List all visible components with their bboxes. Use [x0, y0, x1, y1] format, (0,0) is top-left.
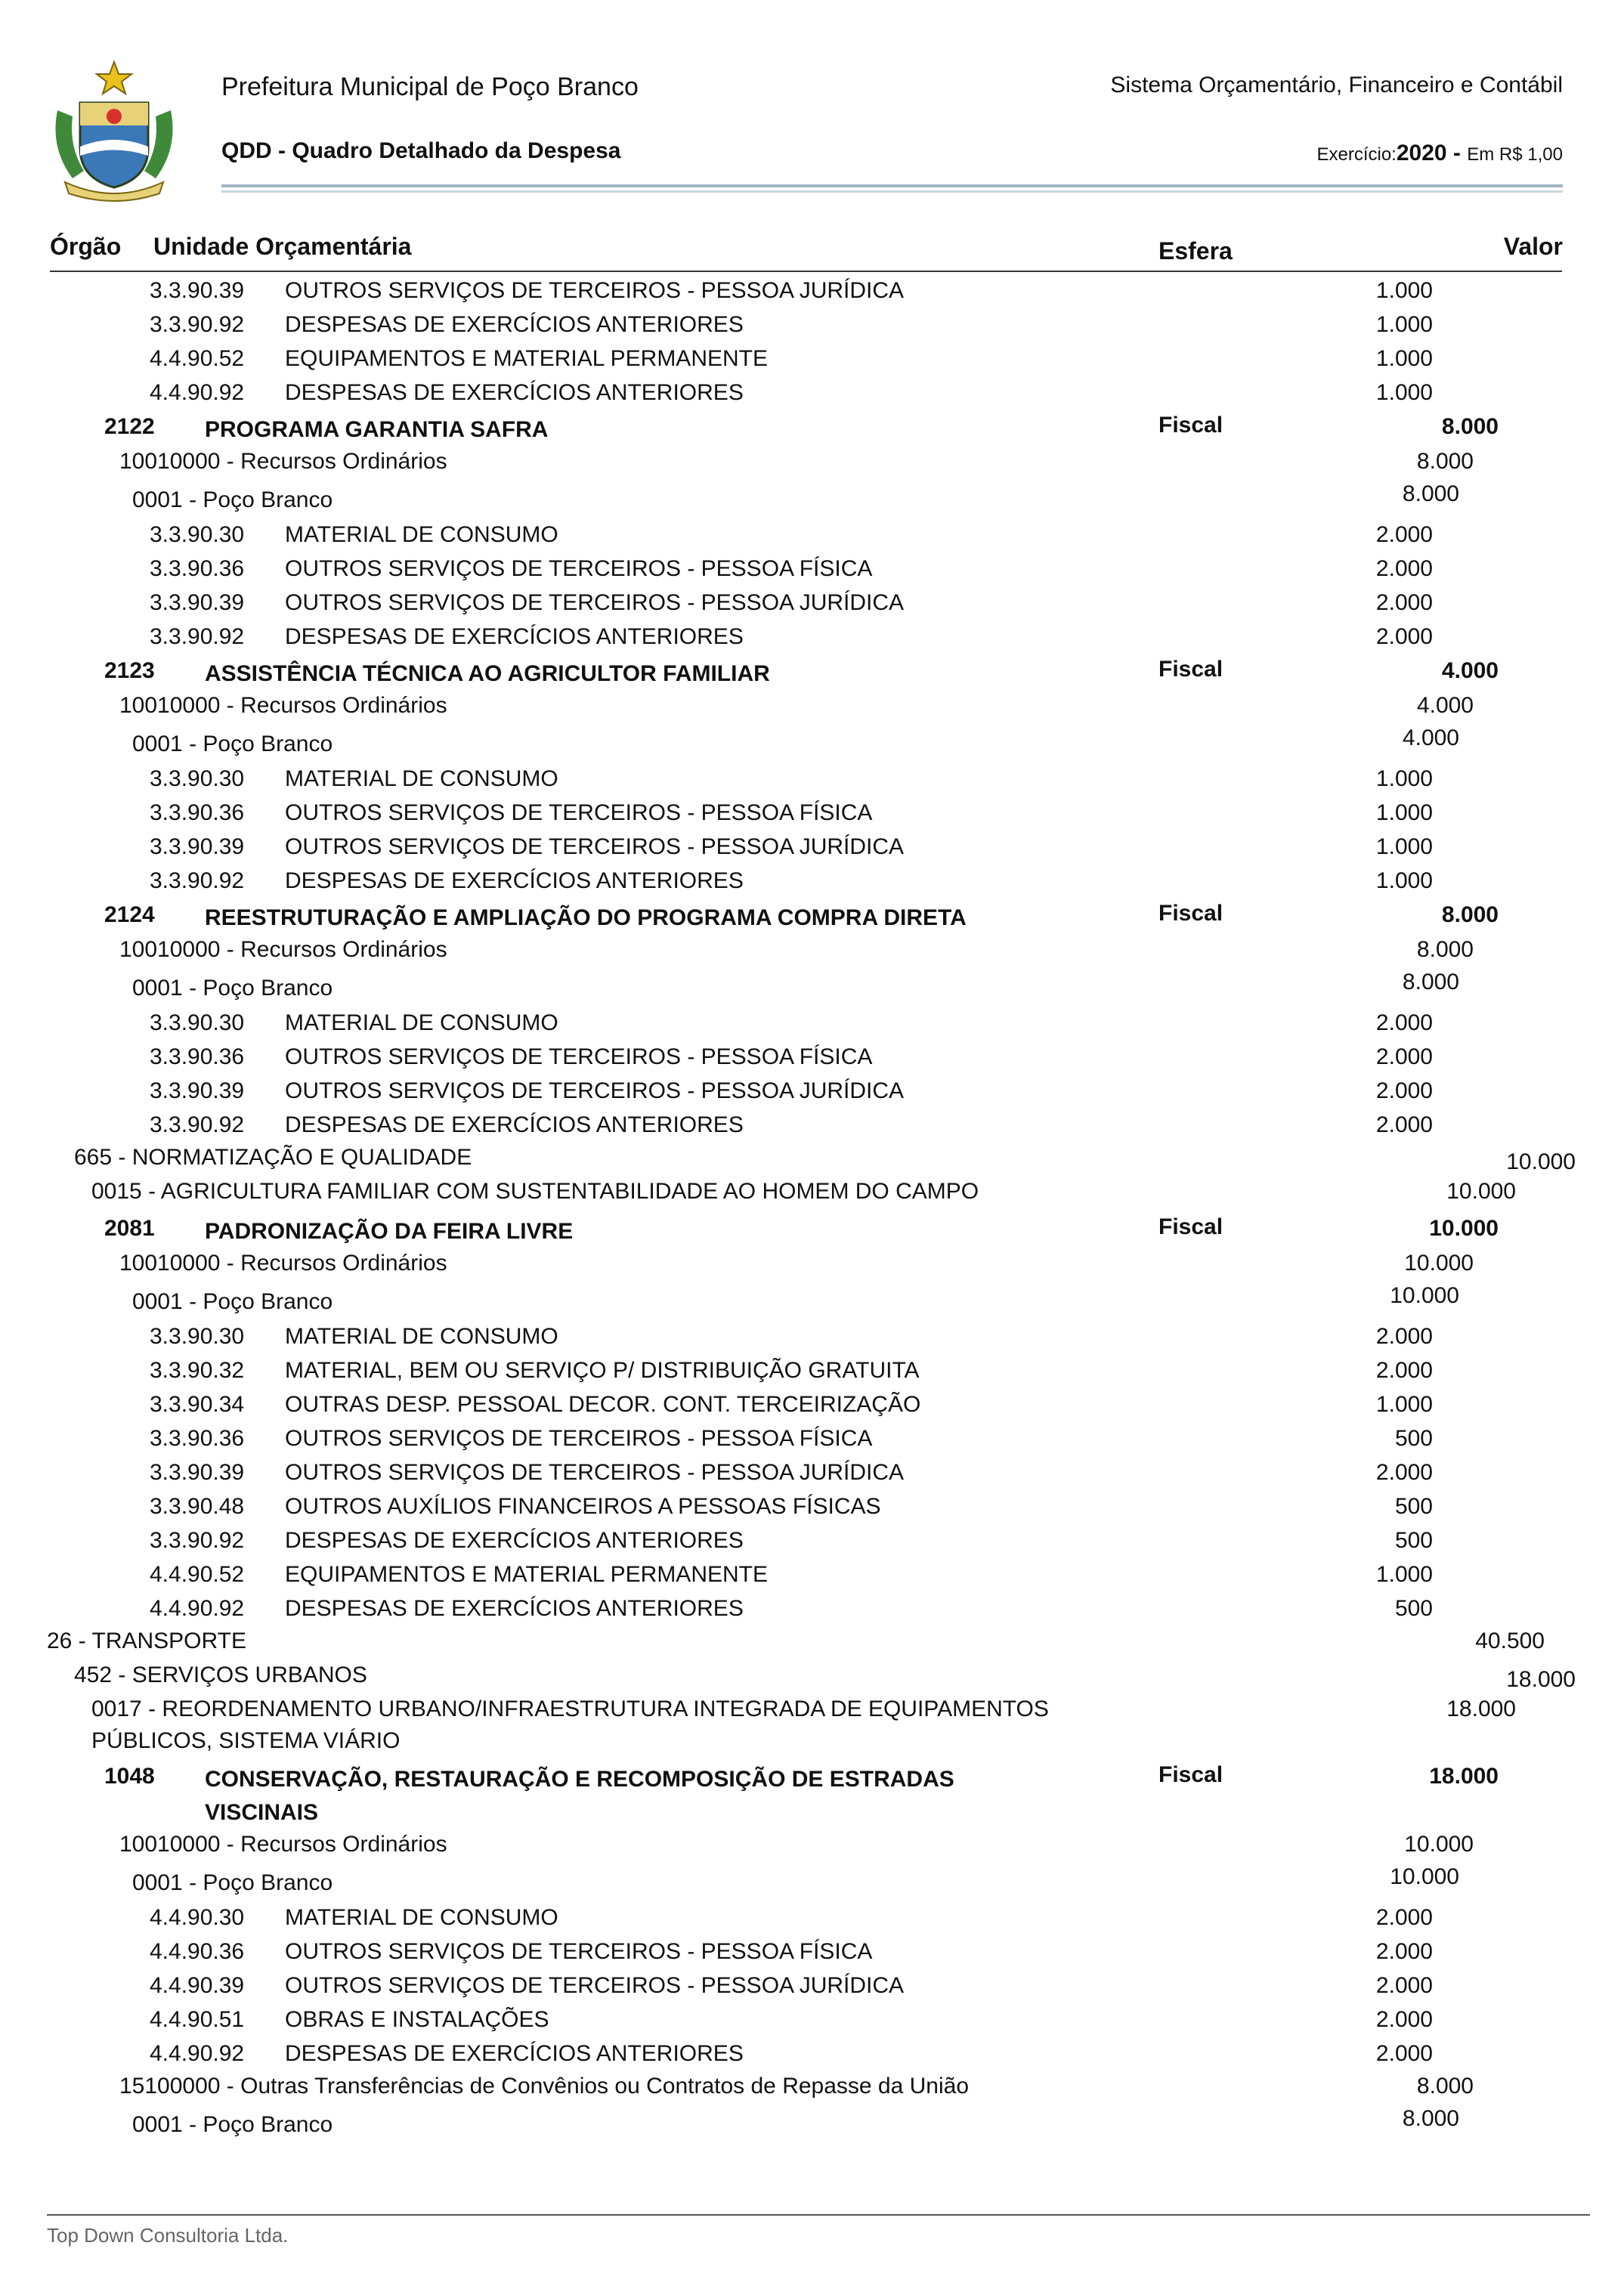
element-code: 4.4.90.39	[150, 1973, 245, 1998]
element-value: 2.000	[1375, 1324, 1433, 1349]
element-code: 3.3.90.92	[150, 1528, 245, 1553]
locale-row	[0, 480, 1624, 518]
element-value: 1.000	[1375, 380, 1433, 405]
system-name: Sistema Orçamentário, Financeiro e Contábil	[1110, 73, 1563, 97]
element-code: 3.3.90.36	[150, 800, 245, 825]
locale-row	[0, 1282, 1624, 1319]
element-description: MATERIAL DE CONSUMO	[285, 1324, 558, 1349]
exercise-label: Exercício:	[1316, 144, 1397, 165]
element-code: 3.3.90.39	[150, 278, 245, 303]
action-code: 1048	[104, 1764, 155, 1789]
function-value: 40.500	[1475, 1628, 1545, 1653]
element-value: 2.000	[1375, 1460, 1433, 1485]
element-value: 500	[1394, 1596, 1433, 1621]
element-code: 3.3.90.30	[150, 766, 245, 791]
subfunction-value: 18.000	[1506, 1667, 1576, 1692]
element-code: 4.4.90.92	[150, 2041, 245, 2066]
locale-row	[0, 968, 1624, 1006]
resource-value: 8.000	[1416, 449, 1474, 474]
element-code: 3.3.90.30	[150, 1010, 245, 1035]
locale-row	[0, 1863, 1624, 1901]
element-description: OUTROS SERVIÇOS DE TERCEIROS - PESSOA FÍSICA	[285, 1426, 873, 1451]
element-value: 1.000	[1375, 1392, 1433, 1417]
element-value: 1.000	[1375, 1562, 1433, 1587]
element-code: 4.4.90.51	[150, 2007, 245, 2032]
action-row	[0, 1211, 1624, 1248]
element-row	[0, 796, 1624, 830]
element-row	[0, 830, 1624, 864]
action-code: 2081	[104, 1216, 155, 1241]
resource-text: 10010000 - Recursos Ordinários	[119, 449, 447, 474]
resource-row	[0, 1248, 1624, 1282]
element-row	[0, 376, 1624, 410]
action-value: 18.000	[1429, 1764, 1499, 1789]
action-value: 4.000	[1441, 658, 1499, 683]
action-code: 2122	[104, 414, 155, 439]
element-row	[0, 1591, 1624, 1625]
element-value: 2.000	[1375, 590, 1433, 615]
locale-text: 0001 - Poço Branco	[132, 1870, 333, 1895]
element-code: 4.4.90.52	[150, 1562, 245, 1587]
element-row	[0, 1523, 1624, 1557]
locale-text: 0001 - Poço Branco	[132, 731, 333, 756]
element-value: 2.000	[1375, 1078, 1433, 1103]
element-value: 2.000	[1375, 624, 1433, 649]
element-description: OUTROS SERVIÇOS DE TERCEIROS - PESSOA JURÍDICA	[285, 1078, 905, 1103]
resource-value: 8.000	[1416, 2074, 1474, 2099]
element-row	[0, 1969, 1624, 2003]
element-code: 3.3.90.92	[150, 624, 245, 649]
resource-row	[0, 446, 1624, 480]
element-row	[0, 518, 1624, 552]
resource-row	[0, 2071, 1624, 2105]
program-text: 0015 - AGRICULTURA FAMILIAR COM SUSTENTABILIDADE AO HOMEM DO CAMPO	[91, 1179, 979, 1204]
program-text: 0017 - REORDENAMENTO URBANO/INFRAESTRUTURA INTEGRADA DE EQUIPAMENTOS	[91, 1697, 1049, 1721]
action-code: 2123	[104, 658, 155, 683]
element-value: 2.000	[1375, 1973, 1433, 1998]
element-row	[0, 342, 1624, 376]
program-value: 18.000	[1446, 1697, 1516, 1721]
element-code: 3.3.90.36	[150, 1044, 245, 1069]
element-code: 4.4.90.92	[150, 380, 245, 405]
resource-text: 10010000 - Recursos Ordinários	[119, 1251, 447, 1276]
locale-row	[0, 2105, 1624, 2142]
element-value: 2.000	[1375, 2007, 1433, 2032]
action-description: REESTRUTURAÇÃO E AMPLIAÇÃO DO PROGRAMA COMPRA DIRETA	[205, 905, 967, 930]
subfunction-row	[0, 1659, 1624, 1693]
element-code: 3.3.90.92	[150, 312, 245, 337]
element-description: OBRAS E INSTALAÇÕES	[285, 2007, 549, 2032]
element-value: 500	[1394, 1528, 1433, 1553]
action-value: 8.000	[1441, 902, 1499, 927]
function-row	[0, 1625, 1624, 1659]
action-esfera: Fiscal	[1158, 1214, 1223, 1239]
function-text: 26 - TRANSPORTE	[47, 1628, 246, 1653]
action-value: 8.000	[1441, 414, 1499, 439]
element-value: 500	[1394, 1426, 1433, 1451]
action-description: PROGRAMA GARANTIA SAFRA	[205, 417, 549, 442]
element-code: 3.3.90.30	[150, 522, 245, 547]
element-code: 4.4.90.52	[150, 346, 245, 371]
element-row	[0, 274, 1624, 308]
footer-rule	[47, 2214, 1590, 2216]
element-row	[0, 2003, 1624, 2037]
element-value: 2.000	[1375, 522, 1433, 547]
element-description: MATERIAL DE CONSUMO	[285, 1905, 558, 1930]
resource-row	[0, 1829, 1624, 1863]
locale-text: 0001 - Poço Branco	[132, 2112, 333, 2137]
program2-row	[0, 1693, 1624, 1759]
resource-value: 10.000	[1404, 1251, 1474, 1276]
element-row	[0, 1108, 1624, 1142]
element-value: 1.000	[1375, 800, 1433, 825]
element-description: DESPESAS DE EXERCÍCIOS ANTERIORES	[285, 868, 744, 893]
element-description: DESPESAS DE EXERCÍCIOS ANTERIORES	[285, 380, 744, 405]
report-title: QDD - Quadro Detalhado da Despesa	[221, 138, 621, 163]
element-description: OUTROS SERVIÇOS DE TERCEIROS - PESSOA FÍSICA	[285, 1939, 873, 1964]
element-row	[0, 1557, 1624, 1591]
element-description: DESPESAS DE EXERCÍCIOS ANTERIORES	[285, 1528, 744, 1553]
element-description: EQUIPAMENTOS E MATERIAL PERMANENTE	[285, 1562, 768, 1587]
resource-text: 10010000 - Recursos Ordinários	[119, 1832, 447, 1857]
element-value: 1.000	[1375, 278, 1433, 303]
element-row	[0, 1935, 1624, 1969]
locale-row	[0, 724, 1624, 762]
action-description-line2: VISCINAIS	[205, 1800, 319, 1825]
action-row	[0, 898, 1624, 934]
element-row	[0, 1489, 1624, 1523]
column-header-valor: Valor	[1503, 233, 1563, 260]
element-row	[0, 308, 1624, 342]
element-description: OUTRAS DESP. PESSOAL DECOR. CONT. TERCEIRIZAÇÃO	[285, 1392, 921, 1417]
element-code: 3.3.90.30	[150, 1324, 245, 1349]
element-row	[0, 552, 1624, 586]
action-row	[0, 410, 1624, 446]
element-value: 1.000	[1375, 312, 1433, 337]
element-description: MATERIAL DE CONSUMO	[285, 1010, 558, 1035]
resource-text: 10010000 - Recursos Ordinários	[119, 693, 447, 718]
element-row	[0, 1074, 1624, 1108]
element-row	[0, 1353, 1624, 1387]
element-code: 3.3.90.36	[150, 1426, 245, 1451]
element-code: 4.4.90.30	[150, 1905, 245, 1930]
action-row	[0, 654, 1624, 690]
element-code: 3.3.90.39	[150, 1460, 245, 1485]
element-row	[0, 1387, 1624, 1421]
element-description: OUTROS SERVIÇOS DE TERCEIROS - PESSOA FÍSICA	[285, 1044, 873, 1069]
element-value: 1.000	[1375, 346, 1433, 371]
element-description: MATERIAL DE CONSUMO	[285, 522, 558, 547]
element-row	[0, 762, 1624, 796]
subfunction-value: 10.000	[1506, 1149, 1576, 1174]
element-code: 3.3.90.39	[150, 834, 245, 859]
resource-text: 10010000 - Recursos Ordinários	[119, 937, 447, 962]
program-row	[0, 1176, 1624, 1211]
column-header-rule	[50, 271, 1562, 272]
element-row	[0, 586, 1624, 620]
currency-unit: Em R$ 1,00	[1467, 144, 1563, 165]
locale-value: 10.000	[1390, 1283, 1459, 1308]
element-code: 3.3.90.48	[150, 1494, 245, 1519]
element-row	[0, 1006, 1624, 1040]
action2-row	[0, 1759, 1624, 1829]
element-description: OUTROS SERVIÇOS DE TERCEIROS - PESSOA JURÍDICA	[285, 1460, 905, 1485]
locale-text: 0001 - Poço Branco	[132, 1289, 333, 1314]
element-code: 4.4.90.92	[150, 1596, 245, 1621]
element-description: OUTROS SERVIÇOS DE TERCEIROS - PESSOA JURÍDICA	[285, 834, 905, 859]
action-esfera: Fiscal	[1158, 1762, 1223, 1787]
element-value: 1.000	[1375, 868, 1433, 893]
element-value: 2.000	[1375, 1044, 1433, 1069]
element-value: 2.000	[1375, 2041, 1433, 2066]
element-description: MATERIAL DE CONSUMO	[285, 766, 558, 791]
action-esfera: Fiscal	[1158, 901, 1223, 926]
program-text-line2: PÚBLICOS, SISTEMA VIÁRIO	[91, 1728, 401, 1753]
subfunction-row	[0, 1142, 1624, 1176]
action-esfera: Fiscal	[1158, 657, 1223, 682]
element-description: OUTROS SERVIÇOS DE TERCEIROS - PESSOA FÍSICA	[285, 556, 873, 581]
element-row	[0, 864, 1624, 898]
element-value: 2.000	[1375, 556, 1433, 581]
element-row	[0, 1421, 1624, 1455]
exercise-info	[1316, 141, 1563, 166]
subfunction-text: 452 - SERVIÇOS URBANOS	[74, 1662, 367, 1687]
element-code: 3.3.90.36	[150, 556, 245, 581]
element-description: DESPESAS DE EXERCÍCIOS ANTERIORES	[285, 312, 744, 337]
element-code: 3.3.90.39	[150, 1078, 245, 1103]
element-row	[0, 1319, 1624, 1353]
column-header-unidade: Unidade Orçamentária	[153, 233, 412, 260]
element-value: 2.000	[1375, 1010, 1433, 1035]
element-description: DESPESAS DE EXERCÍCIOS ANTERIORES	[285, 1596, 744, 1621]
element-row	[0, 1455, 1624, 1489]
resource-value: 4.000	[1416, 693, 1474, 718]
element-row	[0, 2037, 1624, 2071]
element-row	[0, 1901, 1624, 1935]
action-description: ASSISTÊNCIA TÉCNICA AO AGRICULTOR FAMILIAR	[205, 661, 770, 686]
action-value: 10.000	[1429, 1216, 1499, 1241]
exercise-year: 2020	[1396, 141, 1447, 165]
element-description: OUTROS SERVIÇOS DE TERCEIROS - PESSOA FÍSICA	[285, 800, 873, 825]
element-description: DESPESAS DE EXERCÍCIOS ANTERIORES	[285, 2041, 744, 2066]
locale-value: 10.000	[1390, 1864, 1459, 1889]
element-description: DESPESAS DE EXERCÍCIOS ANTERIORES	[285, 624, 744, 649]
element-code: 3.3.90.92	[150, 1112, 245, 1137]
action-esfera: Fiscal	[1158, 413, 1223, 438]
action-code: 2124	[104, 902, 155, 927]
footer-company: Top Down Consultoria Ltda.	[47, 2224, 289, 2247]
element-description: OUTROS SERVIÇOS DE TERCEIROS - PESSOA JURÍDICA	[285, 590, 905, 615]
resource-row	[0, 690, 1624, 724]
header-rule	[221, 184, 1563, 187]
locale-value: 8.000	[1402, 2106, 1459, 2131]
element-description: MATERIAL, BEM OU SERVIÇO P/ DISTRIBUIÇÃO GRATUITA	[285, 1358, 920, 1383]
element-value: 2.000	[1375, 1939, 1433, 1964]
element-value: 2.000	[1375, 1905, 1433, 1930]
locale-value: 8.000	[1402, 481, 1459, 506]
element-value: 2.000	[1375, 1112, 1433, 1137]
element-code: 4.4.90.36	[150, 1939, 245, 1964]
element-description: DESPESAS DE EXERCÍCIOS ANTERIORES	[285, 1112, 744, 1137]
element-description: OUTROS AUXÍLIOS FINANCEIROS A PESSOAS FÍSICAS	[285, 1494, 881, 1519]
element-code: 3.3.90.32	[150, 1358, 245, 1383]
element-row	[0, 1040, 1624, 1074]
subfunction-text: 665 - NORMATIZAÇÃO E QUALIDADE	[74, 1145, 472, 1170]
element-description: OUTROS SERVIÇOS DE TERCEIROS - PESSOA JURÍDICA	[285, 278, 905, 303]
locale-text: 0001 - Poço Branco	[132, 487, 333, 512]
element-value: 1.000	[1375, 766, 1433, 791]
resource-value: 8.000	[1416, 937, 1474, 962]
action-description: PADRONIZAÇÃO DA FEIRA LIVRE	[205, 1219, 574, 1244]
program-value: 10.000	[1446, 1179, 1516, 1204]
column-header-orgao: Órgão	[50, 233, 122, 260]
element-value: 1.000	[1375, 834, 1433, 859]
header-rule-shadow	[221, 190, 1563, 193]
municipality-name: Prefeitura Municipal de Poço Branco	[221, 73, 639, 101]
locale-value: 8.000	[1402, 970, 1459, 994]
element-value: 2.000	[1375, 1358, 1433, 1383]
element-row	[0, 620, 1624, 654]
resource-text: 15100000 - Outras Transferências de Convênios ou Contratos de Repasse da União	[119, 2074, 970, 2099]
resource-row	[0, 934, 1624, 968]
element-description: OUTROS SERVIÇOS DE TERCEIROS - PESSOA JURÍDICA	[285, 1973, 905, 1998]
action-description: CONSERVAÇÃO, RESTAURAÇÃO E RECOMPOSIÇÃO DE ESTRADAS	[205, 1767, 954, 1792]
element-code: 3.3.90.34	[150, 1392, 245, 1417]
element-value: 500	[1394, 1494, 1433, 1519]
locale-text: 0001 - Poço Branco	[132, 976, 333, 1001]
locale-value: 4.000	[1402, 725, 1459, 750]
currency-separator: -	[1446, 141, 1468, 165]
municipal-coat-of-arms-logo	[50, 57, 178, 205]
column-header-esfera: Esfera	[1158, 237, 1233, 264]
element-code: 3.3.90.92	[150, 868, 245, 893]
resource-value: 10.000	[1404, 1832, 1474, 1857]
element-code: 3.3.90.39	[150, 590, 245, 615]
element-description: EQUIPAMENTOS E MATERIAL PERMANENTE	[285, 346, 768, 371]
